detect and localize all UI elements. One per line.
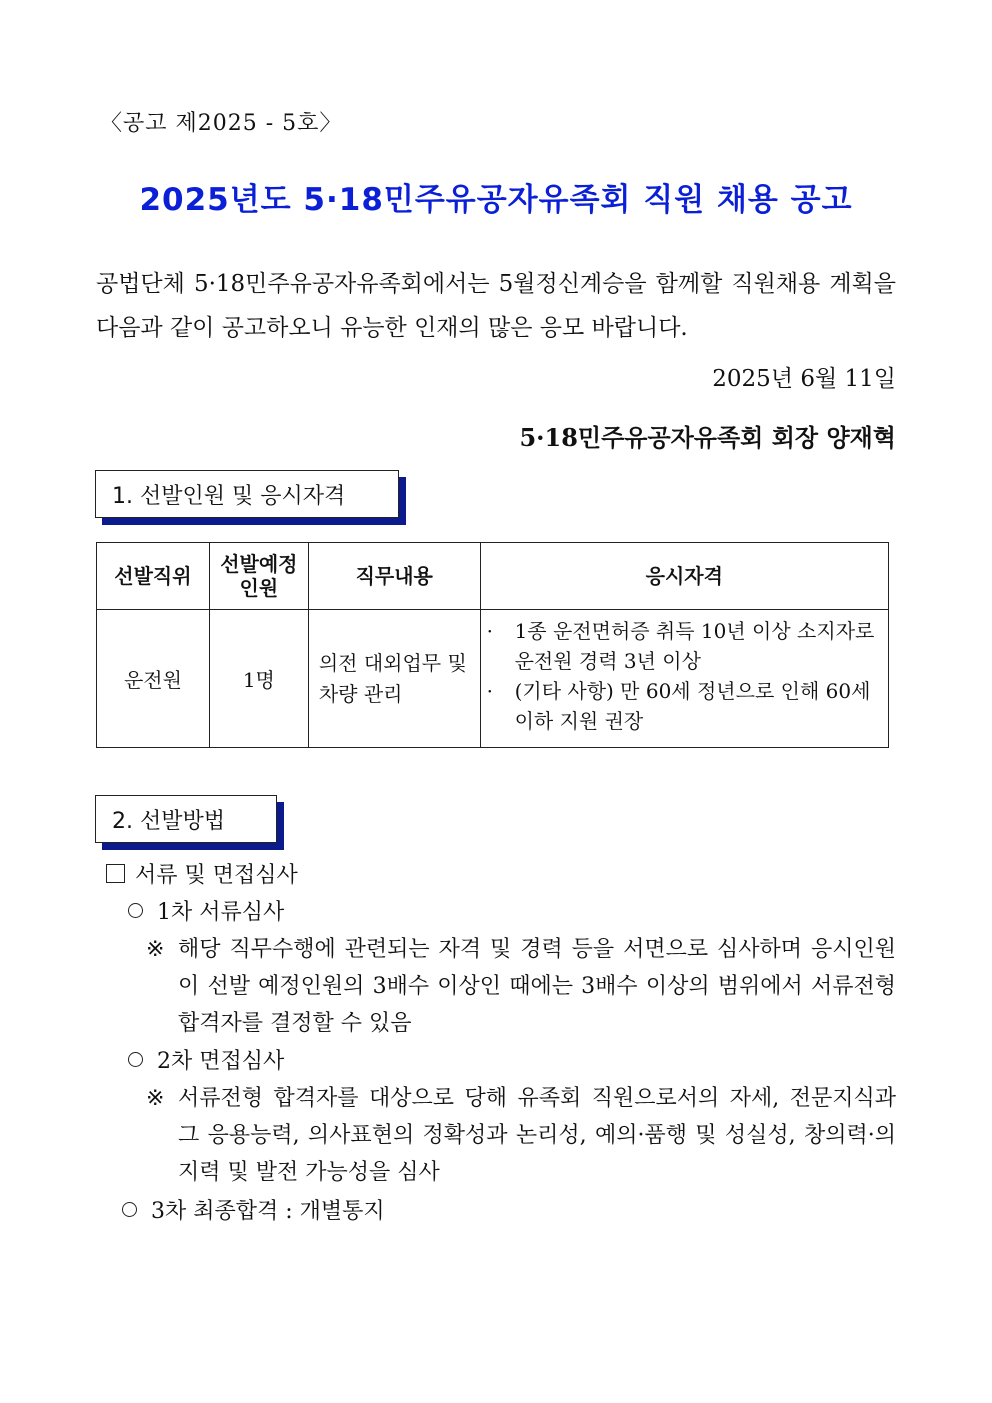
step-2-label: 2차 면접심사	[157, 1049, 285, 1074]
step-2-note-text: 서류전형 합격자를 대상으로 당해 유족회 직원으로서의 자세, 전문지식과 그 응용능력, 의사표현의 정확성과 논리성, 예의·품행 및 성실성, 창의력·의지력 및 발전 가능성을 심사	[178, 1086, 896, 1185]
header-count-label: 선발예정 인원	[220, 552, 298, 600]
step-1-label: 1차 서류심사	[157, 900, 285, 925]
cell-count: 1명	[209, 610, 308, 748]
step-2	[128, 1043, 284, 1080]
bullet-icon: ·	[486, 679, 493, 703]
requirements-table	[96, 542, 889, 748]
header-qualification: 응시자격	[480, 543, 888, 610]
circle-bullet-icon	[128, 1052, 143, 1067]
notice-date: 2025년 6월 11일	[712, 366, 896, 392]
step-1	[128, 894, 284, 931]
qualification-text: (기타 사항) 만 60세 정년으로 인해 60세 이하 지원 권장	[514, 679, 871, 733]
bullet-icon: ·	[486, 619, 493, 643]
reference-mark-icon: ※	[146, 937, 165, 962]
header-position: 선발직위	[97, 543, 210, 610]
main-item	[106, 857, 298, 894]
cell-qualifications	[480, 610, 888, 748]
cell-position: 운전원	[97, 610, 210, 748]
step-3	[122, 1193, 385, 1230]
section-heading-1-label: 1. 선발인원 및 응시자격	[112, 483, 346, 509]
step-1-note	[146, 931, 896, 1042]
step-3-label: 3차 최종합격 : 개별통지	[151, 1199, 385, 1224]
section-heading-1	[95, 470, 399, 518]
circle-bullet-icon	[122, 1202, 137, 1217]
table-header-row	[97, 543, 889, 610]
cell-duty: 의전 대외업무 및 차량 관리	[308, 610, 480, 748]
section-heading-2	[95, 795, 277, 843]
notice-number: 〈공고 제2025 - 5호〉	[100, 111, 343, 136]
signer: 5·18민주유공자유족회 회장 양재혁	[519, 423, 896, 452]
header-duty: 직무내용	[308, 543, 480, 610]
checkbox-square-icon	[106, 864, 125, 883]
intro-paragraph: 공법단체 5·18민주유공자유족회에서는 5월정신계승을 함께할 직원채용 계획을 다음과 같이 공고하오니 유능한 인재의 많은 응모 바랍니다.	[96, 271, 896, 341]
qualification-text: 1종 운전면허증 취득 10년 이상 소지자로 운전원 경력 3년 이상	[514, 619, 875, 673]
main-item-label: 서류 및 면접심사	[135, 863, 298, 888]
reference-mark-icon: ※	[146, 1086, 165, 1111]
circle-bullet-icon	[128, 903, 143, 918]
page-title: 2025년도 5·18민주유공자유족회 직원 채용 공고	[139, 182, 853, 218]
table-row	[97, 610, 889, 748]
qualification-item	[487, 616, 887, 676]
qualification-item	[487, 676, 887, 736]
section-heading-2-label: 2. 선발방법	[112, 808, 225, 834]
step-2-note	[146, 1080, 896, 1191]
step-1-note-text: 해당 직무수행에 관련되는 자격 및 경력 등을 서면으로 심사하며 응시인원이 선발 예정인원의 3배수 이상인 때에는 3배수 이상의 범위에서 서류전형 합격자를 결정할 수 있음	[178, 937, 896, 1036]
header-count	[209, 543, 308, 610]
